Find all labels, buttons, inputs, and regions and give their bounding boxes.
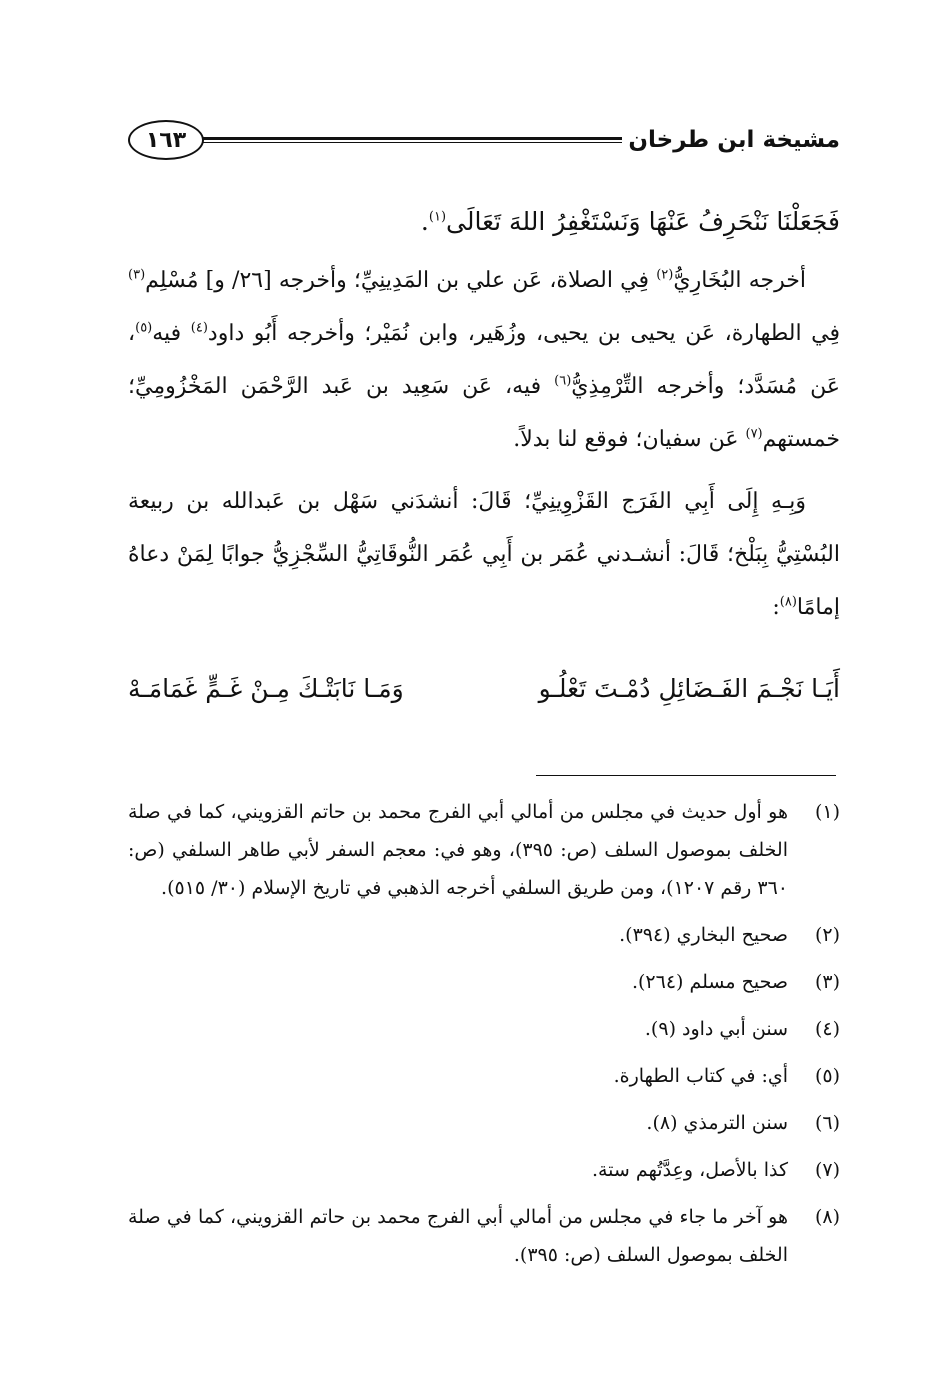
p1-part-g: عَن سفيان؛ فوقع لنا بدلاً.	[513, 427, 746, 452]
running-header	[128, 118, 840, 162]
footnote-item	[128, 1104, 840, 1142]
footnote-number: (٦)	[814, 1112, 840, 1134]
hadith-quote	[128, 192, 840, 252]
footnote-item	[128, 963, 840, 1001]
verse-second-hemistich: وَمَـا نَابَتْـكَ مِـنْ غَـمٍّ غَمَامَـهْ	[128, 674, 404, 703]
footnote-text: هو آخر ما جاء في مجلس من أمالي أبي الفرج محمد بن حاتم القزويني، كما في صلة الخلف بموصول السلف (ص: ٣٩٥).	[128, 1206, 788, 1266]
footnote-number: (٨)	[814, 1206, 840, 1228]
footnote-text: سنن الترمذي (٨).	[646, 1112, 788, 1134]
p1-part-b: فِي الصلاة، عَن علي بن المَدِينِيِّ؛ وأخرجه [٢٦/ و] مُسْلِم	[145, 268, 657, 293]
footnote-ref-1: (١)	[428, 209, 447, 225]
footnote-item	[128, 1151, 840, 1189]
footnote-item	[128, 1198, 840, 1274]
footnote-divider	[536, 775, 836, 776]
footnote-ref-2: (٢)	[656, 267, 674, 283]
footnote-number: (٧)	[814, 1159, 840, 1181]
footnote-number: (٤)	[814, 1018, 840, 1040]
p1-part-f: فيه، عَن سَعِيد بن عَبد الرَّحْمَن المَخْزُومِيِّ؛ خمستهم	[128, 374, 840, 452]
footnote-number: (١)	[814, 801, 840, 823]
footnote-number: (٣)	[814, 971, 840, 993]
footnote-ref-3: (٣)	[128, 267, 146, 283]
footnote-ref-5: (٥)	[135, 320, 153, 336]
footnote-text: كذا بالأصل، وعِدَّتُهم ستة.	[591, 1159, 788, 1181]
footnote-text: أي: في كتاب الطهارة.	[613, 1065, 788, 1087]
footnote-text: صحيح مسلم (٢٦٤).	[631, 971, 788, 993]
footnote-item	[128, 916, 840, 954]
header-rule	[202, 137, 622, 143]
footnote-text: صحيح البخاري (٣٩٤).	[619, 924, 788, 946]
page-number: ١٦٣	[128, 120, 204, 160]
main-text	[128, 192, 840, 643]
footnote-ref-8: (٨)	[779, 594, 797, 610]
footnote-ref-6: (٦)	[554, 373, 572, 389]
footnote-text: هو أول حديث في مجلس من أمالي أبي الفرج محمد بن حاتم القزويني، كما في صلة الخلف بموصول السلف (ص: ٣٩٥)، وهو في: معجم السفر لأبي طاهر السلفي (ص: ٣٦٠ رقم ١٢٠٧)، ومن طريق السلفي أخرجه الذهبي في تاريخ الإسلام (٣٠/ ٥١٥).	[128, 801, 788, 899]
p1-part-c: فِي الطهارة، عَن يحيى بن يحيى، وزُهَير، وابن نُمَيْر؛ وأخرجه أَبُو داود	[207, 321, 840, 346]
isnad-paragraph	[128, 475, 840, 634]
footnote-number: (٢)	[814, 924, 840, 946]
footnote-ref-7: (٧)	[745, 426, 763, 442]
verse-first-hemistich: أَيَـا نَجْـمَ الفَـضَائِلِ دُمْـتَ تَعْلُـو	[538, 674, 840, 703]
footnote-number: (٥)	[814, 1065, 840, 1087]
footnote-item	[128, 1057, 840, 1095]
takhrij-paragraph	[128, 254, 840, 466]
poetry-verse	[128, 664, 840, 714]
p2-part-b: :	[772, 595, 780, 620]
p1-part-a: أخرجه البُخَارِيُّ	[673, 268, 806, 293]
p2-part-a: وَبِـهِ إِلَى أَبِي الفَرَج القَزْوِينِيِّ؛ قَالَ: أنشدَني سَهْل بن عَبدالله بن ربيعة البُسْتِيُّ بِبَلْخ؛ قَالَ: أنشـدني عُمَر بن أَبِي عُمَر النُّوقَاتِيُّ السِّجْزِيُّ جوابًا لِمَنْ دعاهُ إمامًا	[128, 489, 840, 620]
footnote-item	[128, 1010, 840, 1048]
footnote-ref-4: (٤)	[190, 320, 208, 336]
quote-text: فَجَعَلْنَا نَنْحَرِفُ عَنْهَا وَنَسْتَغْفِرُ اللهَ تَعَالَى	[446, 207, 840, 236]
footnote-item	[128, 793, 840, 907]
book-title: مشيخة ابن طرخان	[628, 127, 840, 153]
footnotes	[128, 793, 840, 1283]
p1-part-d: فيه	[152, 321, 191, 346]
p1-part-e: ، عَن مُسَدَّد؛ وأخرجه التِّرْمِذِيُّ	[128, 321, 840, 399]
quote-end: .	[420, 207, 429, 236]
footnote-text: سنن أبي داود (٩).	[644, 1018, 788, 1040]
